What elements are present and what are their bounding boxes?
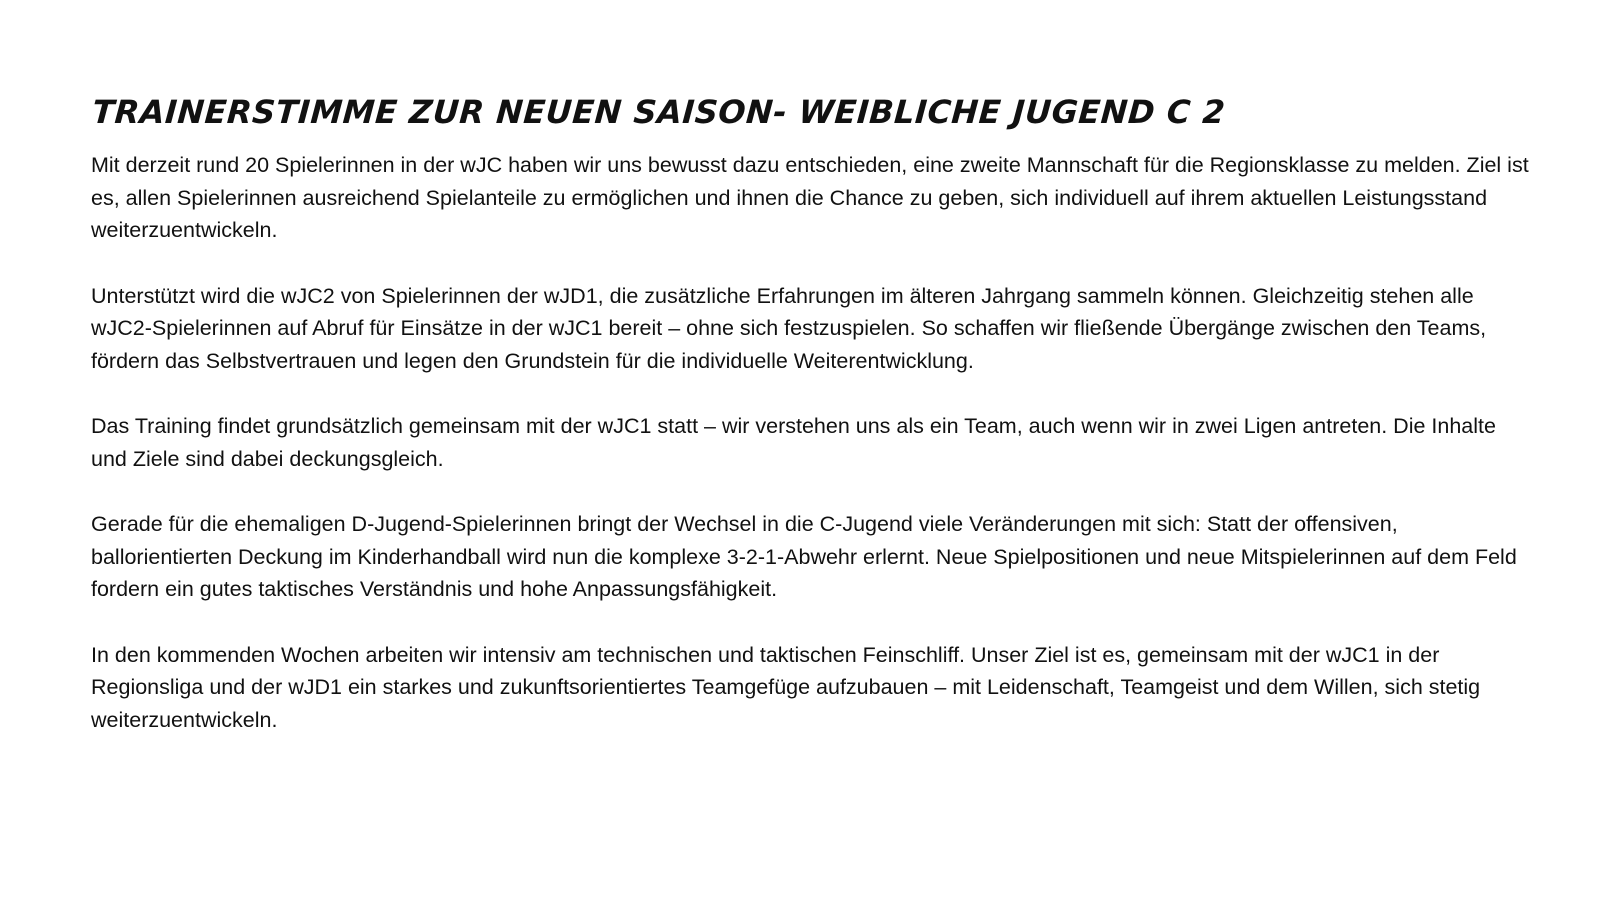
paragraph-team-size: Mit derzeit rund 20 Spielerinnen in der wJC haben wir uns bewusst dazu entschieden, eine zweite Mannschaft für die Regionsklasse zu melden. Ziel ist es, allen Spielerinnen ausreichend Spielanteile zu ermöglichen und ihnen die Chance zu geben, sich individuell auf ihrem aktuellen Leistungsstand weiterzuentwickeln. <box>91 153 1529 242</box>
paragraph-support: Unterstützt wird die wJC2 von Spielerinnen der wJD1, die zusätzliche Erfahrungen im älteren Jahrgang sammeln können. Gleichzeitig stehen alle wJC2-Spielerinnen auf Abruf für Einsätze in der wJC1 bereit – ohne sich festzuspielen. So schaffen wir fließende Übergänge zwischen den Teams, fördern das Selbstvertrauen und legen den Grundstein für die individuelle Weiterentwicklung. <box>91 283 1487 373</box>
paragraph-training: Das Training findet grundsätzlich gemeinsam mit der wJC1 statt – wir verstehen uns als ein Team, auch wenn wir in zwei Ligen antreten. Die Inhalte und Ziele sind dabei deckungsgleich. <box>91 414 1496 471</box>
paragraph-changes: Gerade für die ehemaligen D-Jugend-Spielerinnen bringt der Wechsel in die C-Jugend viele Veränderungen mit sich: Statt der offensiven, ballorientierten Deckung im Kinderhandball wird nun die komplexe 3-2-1-Abwehr erlernt. Neue Spielpositionen und neue Mitspielerinnen auf dem Feld fordern ein gutes taktisches Verständnis und hohe Anpassungsfähigkeit. <box>91 512 1517 601</box>
page-title: TRAINERSTIMME ZUR NEUEN SAISON- WEIBLICHE JUGEND C 2 <box>91 93 1227 131</box>
article <box>91 92 1531 769</box>
paragraph-outlook: In den kommenden Wochen arbeiten wir intensiv am technischen und taktischen Feinschliff. Unser Ziel ist es, gemeinsam mit der wJC1 in der Regionsliga und der wJD1 ein starkes und zukunftsorientiertes Teamgefüge aufzubauen – mit Leidenschaft, Teamgeist und dem Willen, sich stetig weiterzuentwickeln. <box>91 642 1481 732</box>
